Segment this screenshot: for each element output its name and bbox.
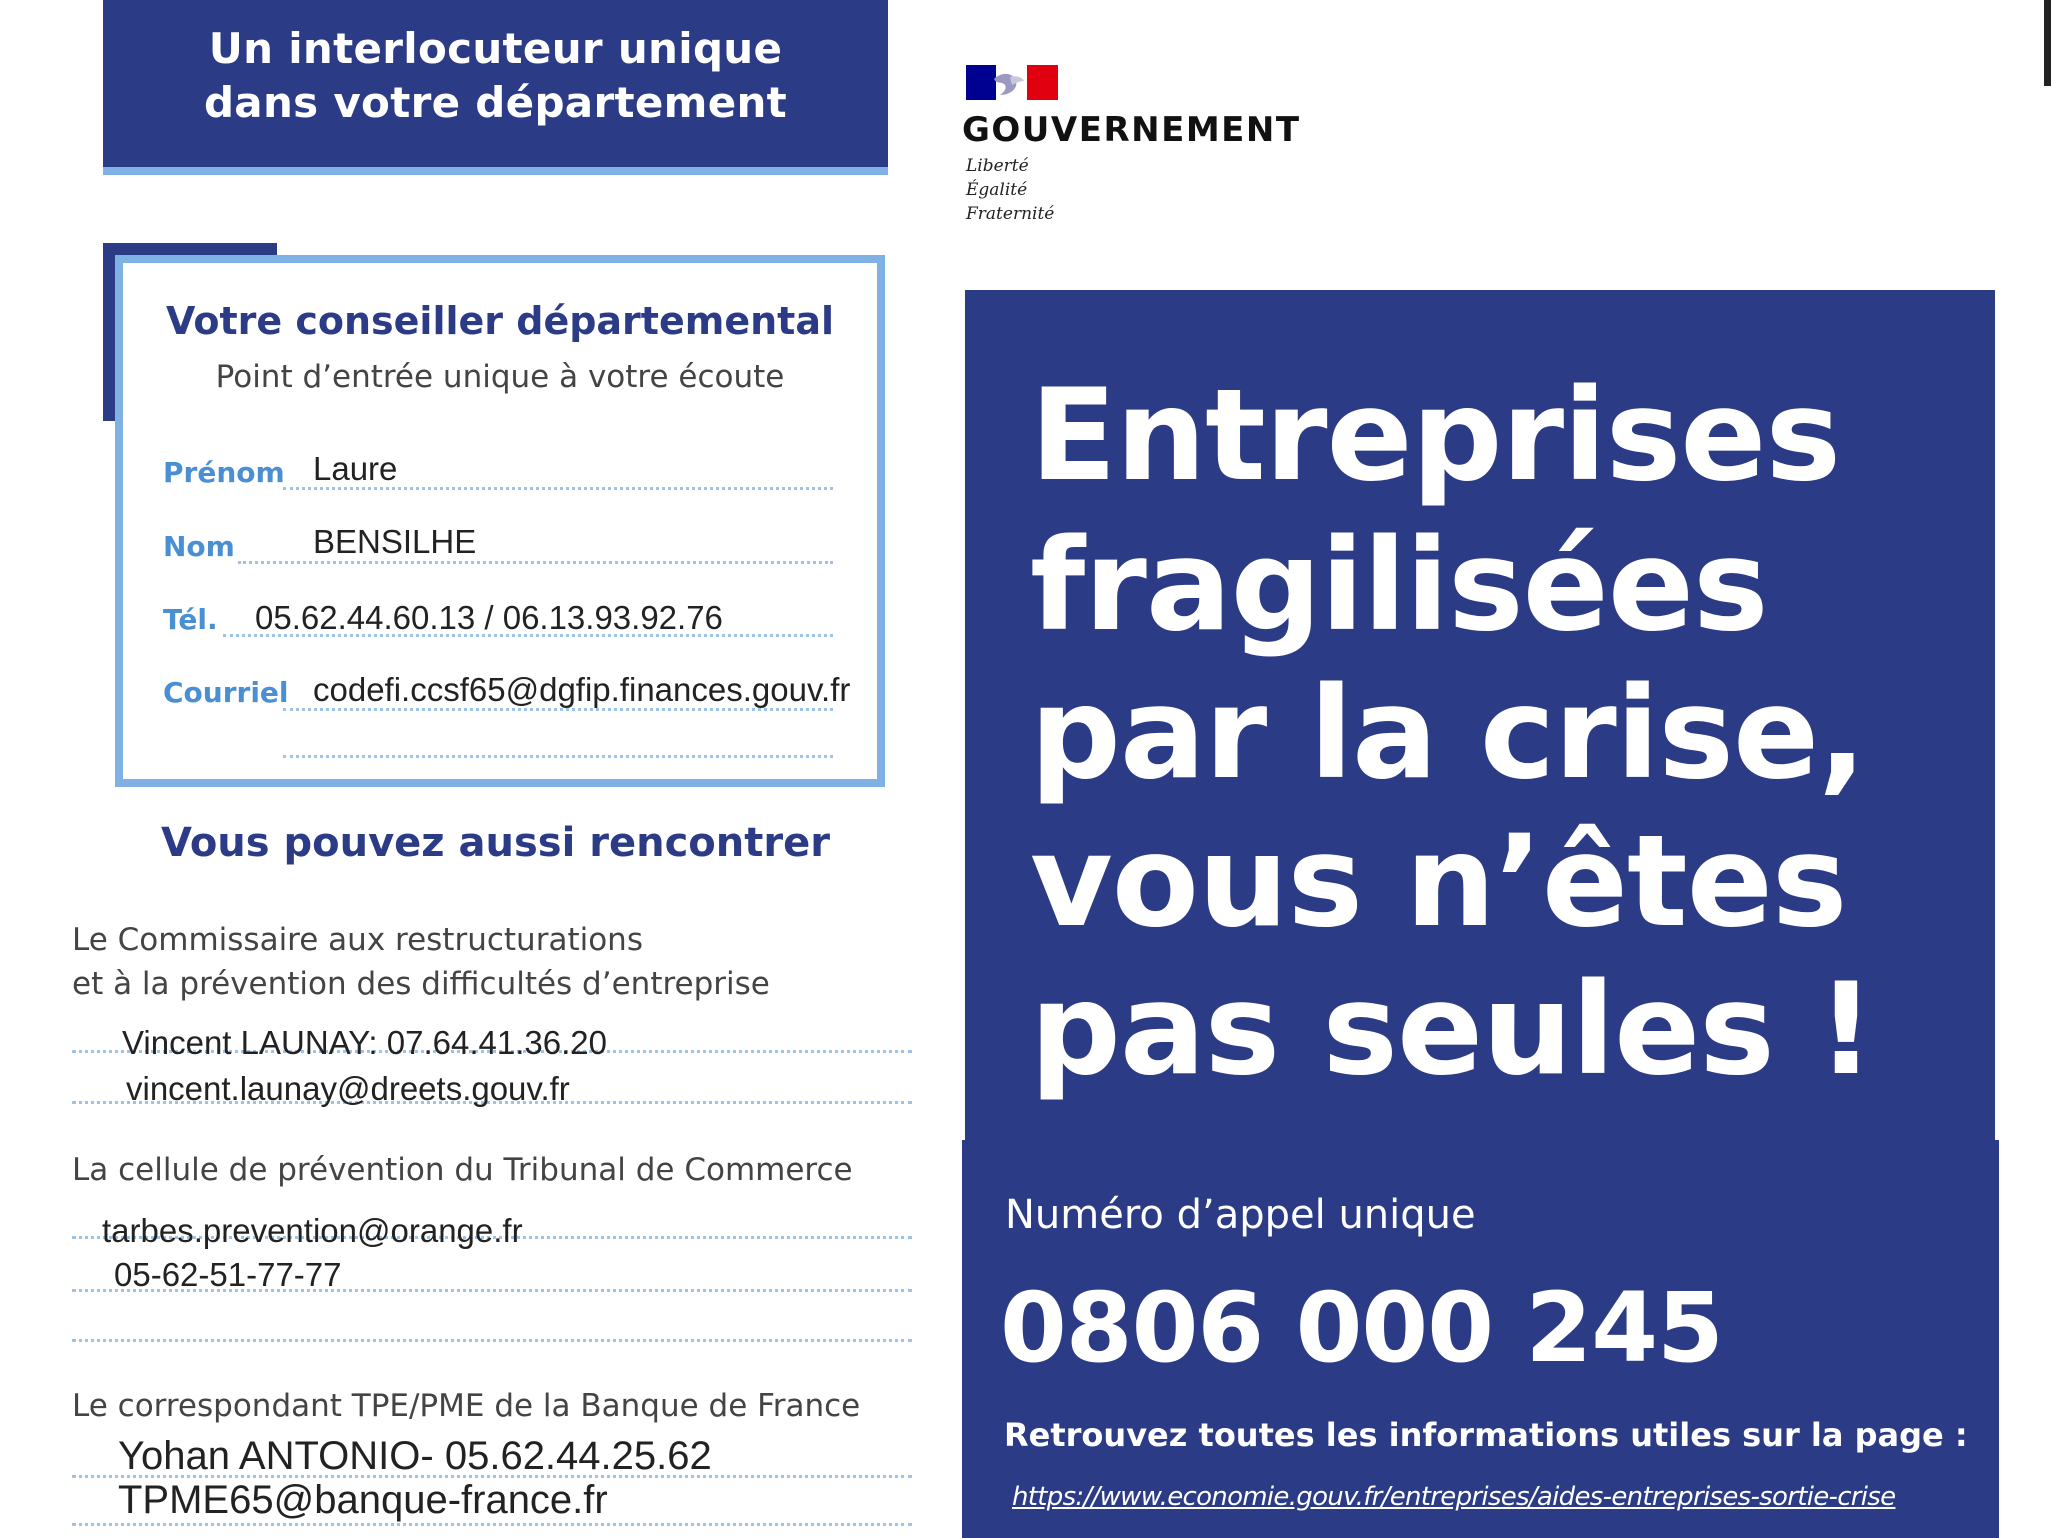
headline-line-3: par la crise,: [1030, 659, 1866, 807]
banque-contact: Yohan ANTONIO- 05.62.44.25.62: [118, 1434, 712, 1478]
headline-line-5: pas seules !: [1030, 955, 1874, 1103]
header-line-2: dans votre département: [203, 78, 788, 127]
call-label: Numéro d’appel unique: [1005, 1192, 1476, 1238]
dotted-line: [72, 1339, 912, 1342]
headline-line-4: vous n’êtes: [1030, 807, 1847, 955]
tribunal-email: tarbes.prevention@orange.fr: [102, 1212, 523, 1249]
commissioner-email: vincent.launay@dreets.gouv.fr: [126, 1070, 570, 1107]
commissioner-contact: Vincent LAUNAY: 07.64.41.36.20: [122, 1024, 607, 1061]
banque-email: TPME65@banque-france.fr: [118, 1478, 608, 1522]
banque-label: Le correspondant TPE/PME de la Banque de France: [72, 1388, 861, 1424]
field-value-courriel: codefi.ccsf65@dgfip.finances.gouv.fr: [313, 671, 851, 708]
also-meet-title: Vous pouvez aussi rencontrer: [161, 820, 830, 866]
motto-liberte: Liberté: [966, 156, 1029, 176]
call-number: 0806 000 245: [1000, 1272, 1723, 1384]
tribunal-label: La cellule de prévention du Tribunal de Commerce: [72, 1152, 853, 1188]
headline-line-2: fragilisées: [1030, 511, 1768, 659]
info-text: Retrouvez toutes les informations utiles sur la page :: [1004, 1416, 1968, 1454]
tribunal-phone: 05-62-51-77-77: [114, 1256, 342, 1293]
commissioner-label-line-1: Le Commissaire aux restructurations: [72, 922, 643, 958]
counsellor-title: Votre conseiller départemental: [166, 299, 834, 343]
marianne-flag-logo: [966, 65, 1058, 100]
field-label-tel: Tél.: [163, 603, 218, 636]
info-url-link[interactable]: https://www.economie.gouv.fr/entreprises/aides-entreprises-sortie-crise: [1012, 1482, 1896, 1512]
dotted-line: [283, 755, 833, 758]
field-value-nom: BENSILHE: [313, 523, 477, 560]
motto-fraternite: Fraternité: [966, 204, 1055, 224]
counsellor-subtitle: Point d’entrée unique à votre écoute: [215, 359, 785, 395]
commissioner-label-line-2: et à la prévention des difficultés d’entreprise: [72, 966, 770, 1002]
header-banner: [103, 0, 888, 167]
counsellor-card: [115, 255, 885, 787]
motto-egalite: Égalité: [966, 180, 1028, 200]
gouvernement-wordmark: GOUVERNEMENT: [962, 110, 1301, 150]
field-label-prenom: Prénom: [163, 456, 285, 489]
dotted-line: [238, 561, 833, 564]
field-value-prenom: Laure: [313, 450, 398, 487]
field-value-tel: 05.62.44.60.13 / 06.13.93.92.76: [255, 599, 723, 636]
field-label-nom: Nom: [163, 530, 235, 563]
header-line-1: Un interlocuteur unique: [208, 24, 783, 73]
header-underline: [103, 167, 888, 175]
dotted-line: [72, 1523, 912, 1526]
field-label-courriel: Courriel: [163, 676, 289, 709]
edge-bar: [2044, 0, 2051, 86]
headline-line-1: Entreprises: [1030, 361, 1841, 509]
